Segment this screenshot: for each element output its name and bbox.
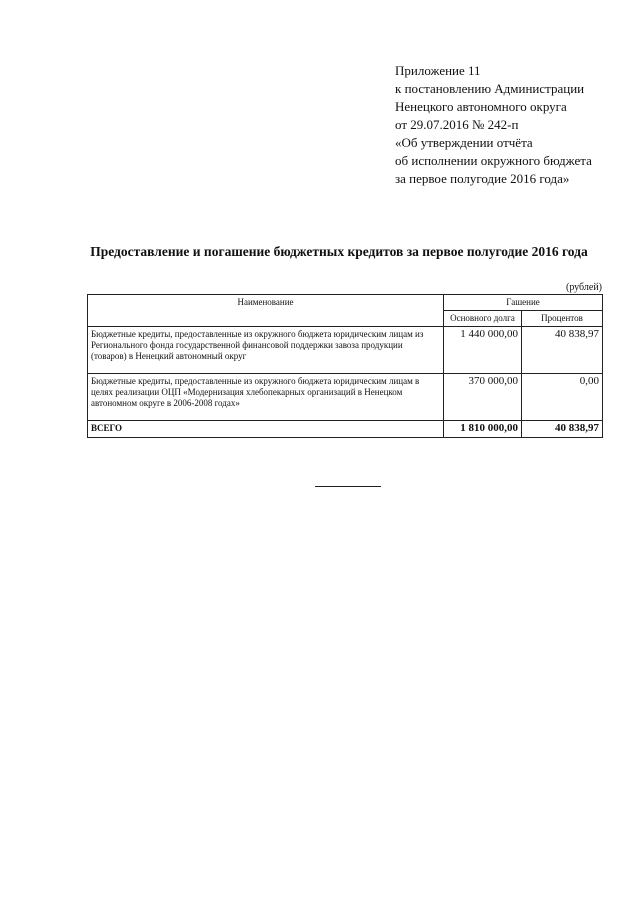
header-repayment: Гашение (444, 295, 603, 311)
header-interest: Процентов (522, 311, 603, 327)
table-row (88, 327, 603, 374)
appendix-line: Ненецкого автономного округа (395, 99, 567, 114)
header-principal: Основного долга (444, 311, 522, 327)
row-interest: 0,00 (522, 374, 603, 421)
row-name: Бюджетные кредиты, предоставленные из окружного бюджета юридическим лицам из Регионального фонда государственной финансовой поддержки завоза продукции (товаров) в Ненецкий автономный округ (88, 327, 444, 374)
row-principal: 1 440 000,00 (444, 327, 522, 374)
appendix-line: за первое полугодие 2016 года» (395, 171, 570, 186)
units-label: (рублей) (565, 282, 602, 293)
table-row (88, 374, 603, 421)
appendix-line: от 29.07.2016 № 242-п (395, 117, 519, 132)
closing-divider (315, 486, 381, 487)
appendix-line: к постановлению Администрации (395, 81, 585, 96)
row-name: Бюджетные кредиты, предоставленные из окружного бюджета юридическим лицам в целях реализации ОЦП «Модернизация хлебопекарных организаций в Ненецком автономном округе в 2006-2008 годах» (88, 374, 444, 421)
credits-table (87, 294, 603, 438)
row-principal: 370 000,00 (444, 374, 522, 421)
appendix-line: Приложение 11 (395, 63, 481, 78)
appendix-block (395, 62, 635, 188)
row-interest: 40 838,97 (522, 327, 603, 374)
header-name: Наименование (88, 295, 444, 327)
total-principal: 1 810 000,00 (444, 421, 522, 438)
total-label: ВСЕГО (88, 421, 444, 438)
total-row (88, 421, 603, 438)
table-header-row (88, 295, 603, 311)
total-interest: 40 838,97 (522, 421, 603, 438)
document-title: Предоставление и погашение бюджетных кредитов за первое полугодие 2016 года (90, 244, 588, 259)
appendix-line: об исполнении окружного бюджета (395, 153, 592, 168)
appendix-line: «Об утверждении отчёта (395, 135, 533, 150)
